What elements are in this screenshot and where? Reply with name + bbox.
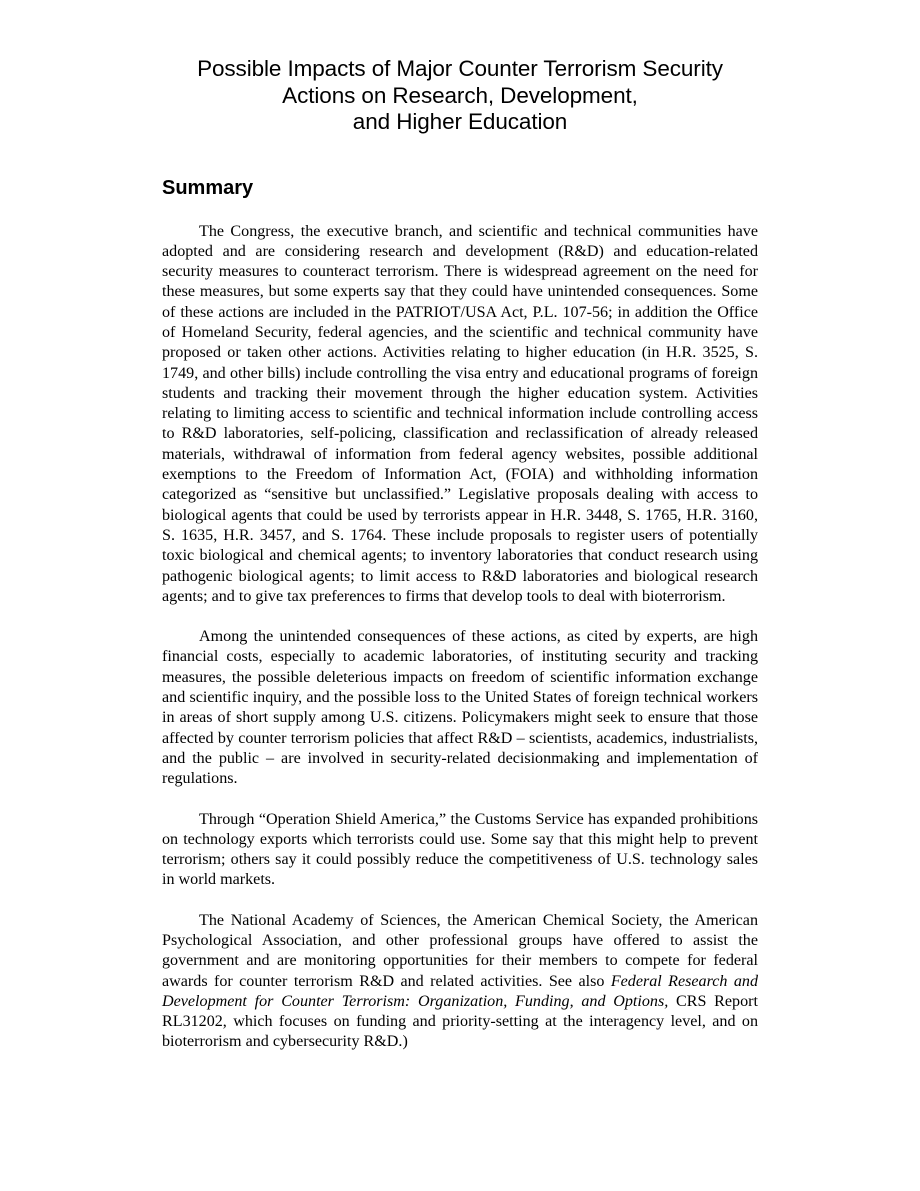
title-line-3: and Higher Education (352, 109, 568, 134)
summary-paragraph-4 (162, 911, 758, 1053)
title-line-1: Possible Impacts of Major Counter Terrorism Security (197, 56, 723, 81)
document-page (162, 56, 758, 1053)
summary-paragraph-3: Through “Operation Shield America,” the Customs Service has expanded prohibitions on technology exports which terrorists could use. Some say that this might help to prevent terrorism; others say it could possibly reduce the competitiveness of U.S. technology sales in world markets. (162, 810, 758, 889)
paragraph-4-text-after: CRS Report RL31202, which focuses on funding and priority-setting at the interagency level, and on bioterrorism and cybersecurity R&D.) (162, 992, 758, 1051)
paragraph-4-text-before: The National Academy of Sciences, the American Chemical Society, the American Psychological Association, and other professional groups have offered to assist the government and are monitoring opportunities for their members to compete for federal awards for counter terrorism R&D and related activities. See also (162, 911, 758, 990)
summary-paragraph-2: Among the unintended consequences of these actions, as cited by experts, are high financial costs, especially to academic laboratories, of instituting security and tracking measures, the possible deleterious impacts on freedom of scientific information exchange and scientific inquiry, and the possible loss to the United States of foreign technical workers in areas of short supply among U.S. citizens. Policymakers might seek to ensure that those affected by counter terrorism policies that affect R&D – scientists, academics, industrialists, and the public – are involved in security-related decisionmaking and implementation of regulations. (162, 628, 758, 788)
document-title (162, 56, 758, 136)
summary-paragraph-1: The Congress, the executive branch, and scientific and technical communities have adopted and are considering research and development (R&D) and education-related security measures to counteract terrorism. There is widespread agreement on the need for these measures, but some experts say that they could have unintended consequences. Some of these actions are included in the PATRIOT/USA Act, P.L. 107-56; in addition the Office of Homeland Security, federal agencies, and the scientific and technical community have proposed or taken other actions. Activities relating to higher education (in H.R. 3525, S. 1749, and other bills) include controlling the visa entry and educational programs of foreign students and tracking their movement through the higher education system. Activities relating to limiting access to scientific and technical information include controlling access to R&D laboratories, self-policing, classification and reclassification of already released materials, withdrawal of information from federal agency websites, possible additional exemptions to the Freedom of Information Act, (FOIA) and withholding information categorized as “sensitive but unclassified.” Legislative proposals dealing with access to biological agents that could be used by terrorists appear in H.R. 3448, S. 1765, H.R. 3160, S. 1635, H.R. 3457, and S. 1764. These include proposals to register users of potentially toxic biological and chemical agents; to inventory laboratories that conduct research using pathogenic biological agents; to limit access to R&D laboratories and biological research agents; and to give tax preferences to firms that develop tools to deal with bioterrorism. (162, 222, 758, 605)
title-line-2: Actions on Research, Development, (282, 82, 638, 108)
summary-heading: Summary (162, 176, 254, 199)
report-title-citation: Federal Research and Development for Counter Terrorism: Organization, Funding, and Options, (162, 972, 759, 1010)
